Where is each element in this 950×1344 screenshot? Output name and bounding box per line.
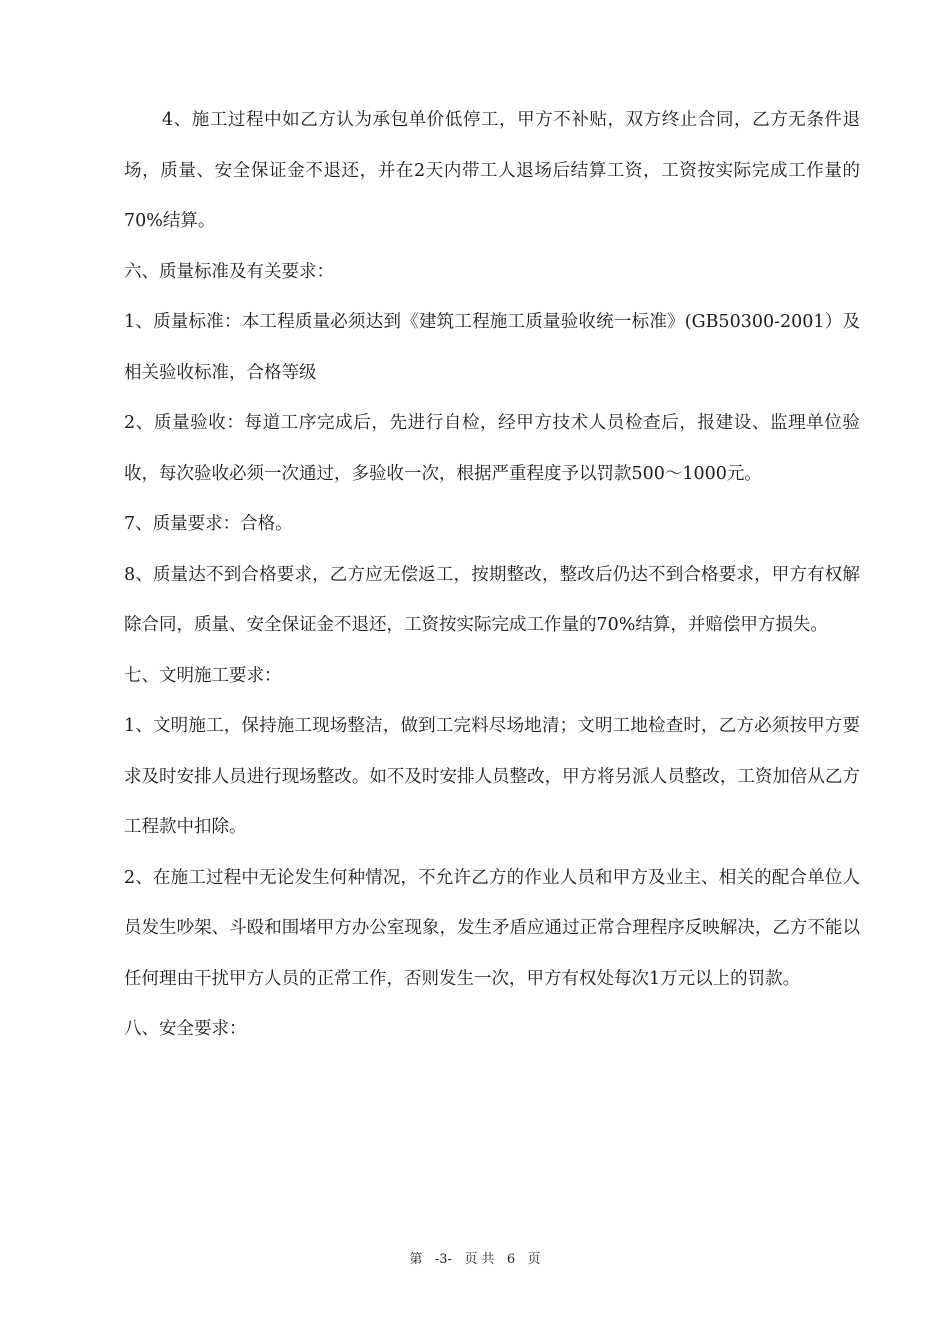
footer-middle: 页 共 — [464, 1252, 495, 1267]
footer-suffix: 页 — [527, 1252, 541, 1267]
paragraph-quality-acceptance: 2、质量验收：每道工序完成后，先进行自检，经甲方技术人员检查后，报建设、监理单位验收，每次验收必须一次通过，多验收一次，根据严重程度予以罚款500～1000元。 — [124, 413, 860, 484]
footer-total-pages: 6 — [506, 1252, 516, 1267]
paragraph-quality-failure: 8、质量达不到合格要求，乙方应无偿返工，按期整改，整改后仍达不到合格要求，甲方有权解除合同，质量、安全保证金不退还，工资按实际完成工作量的70%结算，并赔偿甲方损失。 — [124, 564, 860, 635]
paragraph-civilized-construction-1: 1、文明施工，保持施工现场整洁，做到工完料尽场地清；文明工地检查时，乙方必须按甲方要求及时安排人员进行现场整改。如不及时安排人员整改，甲方将另派人员整改，工资加倍从乙方工程款中扣除。 — [124, 716, 860, 837]
footer-current-page: -3- — [434, 1252, 452, 1267]
section-heading-civilized-construction: 七、文明施工要求： — [124, 665, 282, 686]
paragraph-quality-standard: 1、质量标准：本工程质量必须达到《建筑工程施工质量验收统一标准》(GB50300-2001）及相关验收标准，合格等级 — [124, 312, 860, 383]
footer-prefix: 第 — [409, 1252, 423, 1267]
section-heading-safety-requirements: 八、安全要求： — [124, 1019, 247, 1039]
paragraph-quality-requirement: 7、质量要求：合格。 — [124, 514, 293, 534]
paragraph-clause-4-work-stoppage: 4、施工过程中如乙方认为承包单价低停工，甲方不补贴，双方终止合同，乙方无条件退场，质量、安全保证金不退还，并在2天内带工人退场后结算工资，工资按实际完成工作量的70%结算。 — [124, 110, 860, 231]
section-heading-quality-standards: 六、质量标准及有关要求： — [124, 261, 334, 282]
page-footer — [0, 1248, 950, 1267]
document-body — [124, 95, 860, 1055]
paragraph-civilized-construction-2: 2、在施工过程中无论发生何种情况，不允许乙方的作业人员和甲方及业主、相关的配合单位人员发生吵架、斗殴和围堵甲方办公室现象，发生矛盾应通过正常合理程序反映解决，乙方不能以任何理由干扰甲方人员的正常工作，否则发生一次，甲方有权处每次1万元以上的罚款。 — [124, 867, 860, 989]
